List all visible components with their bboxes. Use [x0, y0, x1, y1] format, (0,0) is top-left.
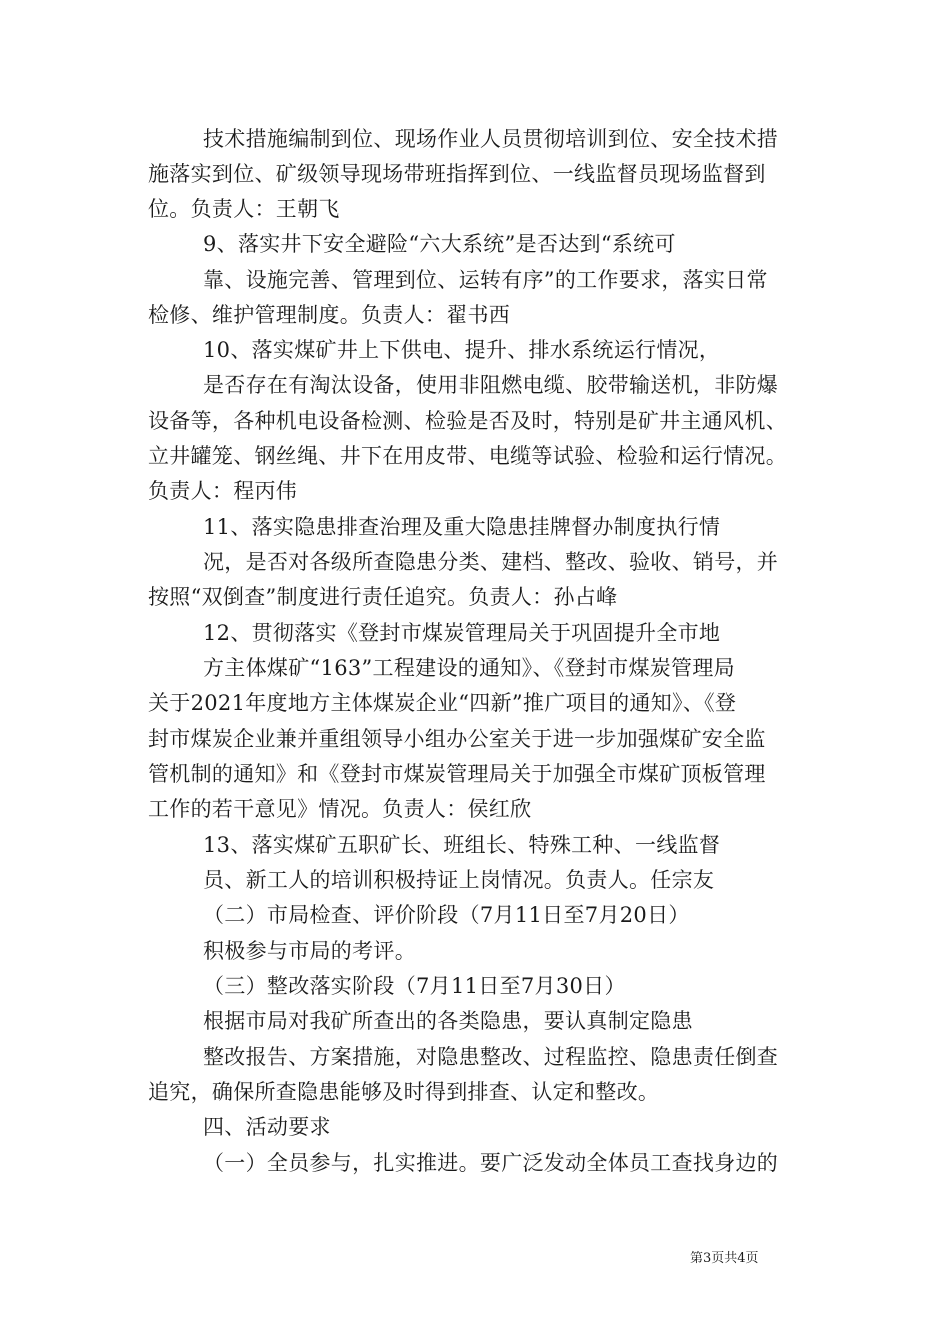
text-line: 追究，确保所查隐患能够及时得到排查、认定和整改。 [148, 1080, 660, 1104]
text-line: （一）全员参与，扎实推进。要广泛发动全体员工查找身边的 [203, 1151, 779, 1175]
text-line: 管机制的通知》和《登封市煤炭管理局关于加强全市煤矿顶板管理 [148, 762, 766, 786]
text-line: 靠、设施完善、管理到位、运转有序”的工作要求，落实日常 [203, 268, 768, 292]
text-line: 整改报告、方案措施，对隐患整改、过程监控、隐患责任倒查 [203, 1045, 779, 1069]
section-heading: 四、活动要求 [203, 1115, 331, 1139]
text-line: 位。负责人：王朝飞 [148, 197, 340, 221]
text-line: 13、落实煤矿五职矿长、班组长、特殊工种、一线监督 [203, 833, 721, 857]
text-line: 按照“双倒查”制度进行责任追究。负责人：孙占峰 [148, 585, 618, 609]
text-line: 工作的若干意见》情况。负责人：侯红欣 [148, 797, 532, 821]
section-heading: （二）市局检查、评价阶段（7月11日至7月20日） [203, 903, 690, 927]
page-number: 第3页共4页 [690, 1251, 759, 1266]
text-line: 9、落实井下安全避险“六大系统”是否达到“系统可 [203, 232, 676, 256]
text-line: 况，是否对各级所查隐患分类、建档、整改、验收、销号，并 [203, 550, 779, 574]
text-line: 10、落实煤矿井上下供电、提升、排水系统运行情况， [203, 338, 721, 362]
text-line: 负责人：程丙伟 [148, 479, 298, 503]
section-heading: （三）整改落实阶段（7月11日至7月30日） [203, 974, 626, 998]
text-line: 技术措施编制到位、现场作业人员贯彻培训到位、安全技术措 [203, 127, 779, 151]
text-line: 11、落实隐患排查治理及重大隐患挂牌督办制度执行情 [203, 515, 721, 539]
text-line: 施落实到位、矿级领导现场带班指挥到位、一线监督员现场监督到 [148, 162, 766, 186]
text-line: 根据市局对我矿所查出的各类隐患，要认真制定隐患 [203, 1009, 693, 1033]
text-line: 检修、维护管理制度。负责人：翟书西 [148, 303, 511, 327]
text-line: 12、贯彻落实《登封市煤炭管理局关于巩固提升全市地 [203, 621, 721, 645]
text-line: 设备等，各种机电设备检测、检验是否及时，特别是矿井主通风机、 [148, 409, 787, 433]
text-line: 立井罐笼、钢丝绳、井下在用皮带、电缆等试验、检验和运行情况。 [148, 444, 787, 468]
text-line: 是否存在有淘汰设备，使用非阻燃电缆、胶带输送机，非防爆 [203, 373, 779, 397]
text-line: 封市煤炭企业兼并重组领导小组办公室关于进一步加强煤矿安全监 [148, 727, 766, 751]
text-line: 积极参与市局的考评。 [203, 939, 416, 963]
text-line: 方主体煤矿“163”工程建设的通知》、《登封市煤炭管理局 [203, 656, 735, 680]
text-line: 关于2021年度地方主体煤炭企业“四新”推广项目的通知》、《登 [148, 691, 737, 715]
text-line: 员、新工人的培训积极持证上岗情况。负责人。任宗友 [203, 868, 715, 892]
